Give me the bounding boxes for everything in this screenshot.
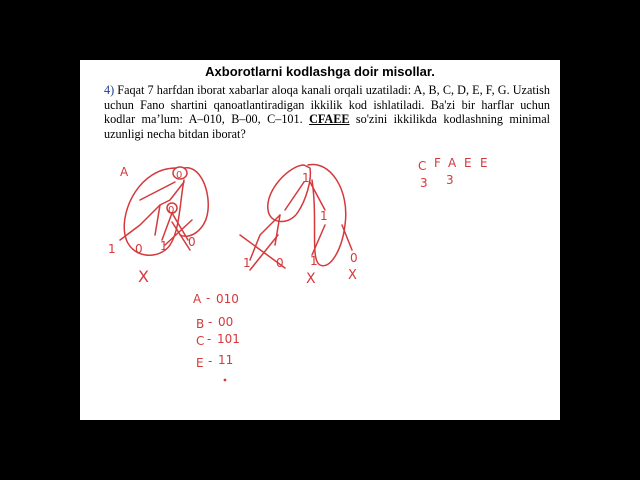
problem-body: Faqat 7 harfdan iborat xabarlar aloqa kanali orqali uzatiladi: A, B, C, D, E, F, G. Uzatish uchun Fano shartini qanoatlantiradigan ikkilik kod ishlatiladi. Ba'zi bir harflar uchun kodlar ma’lum: A–010, B–00, C–101. bbox=[104, 83, 550, 126]
lecture-slide bbox=[80, 60, 560, 420]
middle-tree-cross-mark-2: X bbox=[348, 268, 357, 283]
middle-tree-sketch bbox=[240, 164, 358, 287]
slide-title: Axborotlarni kodlashga doir misollar. bbox=[205, 64, 435, 79]
middle-tree-cross-mark-1: X bbox=[306, 271, 316, 287]
code-list-dot bbox=[224, 379, 227, 382]
middle-tree-inner-value: 1 bbox=[320, 209, 328, 223]
middle-tree-leaf-2: 0 bbox=[276, 256, 284, 270]
word-letter-e1: E bbox=[464, 156, 472, 170]
code-c-letter: C bbox=[196, 334, 205, 348]
code-e-dash: - bbox=[208, 354, 213, 368]
code-a-value: 010 bbox=[216, 292, 239, 306]
code-a-dash: - bbox=[206, 291, 211, 305]
word-letters-sketch bbox=[418, 156, 488, 190]
code-c-value: 101 bbox=[217, 332, 240, 346]
middle-tree-root-value: 1 bbox=[302, 171, 310, 185]
problem-word: CFAEE bbox=[309, 112, 350, 126]
left-tree-leaf-3: 1 bbox=[160, 239, 168, 253]
left-tree-root-letter: A bbox=[120, 165, 129, 179]
middle-tree-leaf-4: 0 bbox=[350, 251, 358, 265]
left-tree-root-value: 0 bbox=[176, 170, 183, 181]
code-a-letter: A bbox=[193, 292, 202, 306]
middle-tree-leaf-3: 1 bbox=[310, 254, 318, 268]
left-tree-cross-mark: X bbox=[138, 267, 149, 286]
left-tree-branch-4 bbox=[162, 213, 172, 240]
code-list-sketch bbox=[193, 291, 240, 381]
code-b-letter: B bbox=[196, 317, 205, 331]
left-tree-branch-1 bbox=[140, 182, 175, 200]
handwritten-annotations bbox=[80, 60, 560, 420]
problem-question: so'zini ikkilikda kodlashning minimal uzunligi necha bitdan iborat? bbox=[104, 112, 550, 141]
code-c-dash: - bbox=[207, 332, 212, 346]
middle-tree-leaf-1: 1 bbox=[243, 256, 251, 270]
middle-tree-branch-2 bbox=[310, 182, 325, 210]
word-letter-a: A bbox=[448, 156, 457, 170]
left-tree-branch-2 bbox=[120, 182, 184, 240]
left-tree-leaf-1: 1 bbox=[108, 242, 116, 256]
left-tree-inner-value: 0 bbox=[168, 205, 175, 216]
word-letter-f: F bbox=[434, 156, 441, 170]
code-b-value: 00 bbox=[218, 315, 234, 329]
word-letter-e2: E bbox=[480, 156, 488, 170]
word-letter-c: C bbox=[418, 159, 427, 173]
word-count-c: 3 bbox=[420, 176, 428, 190]
code-e-value: 11 bbox=[218, 353, 234, 367]
code-b-dash: - bbox=[208, 315, 213, 329]
left-tree-leaf-2: 0 bbox=[135, 242, 143, 256]
left-tree-leaf-4: 0 bbox=[188, 235, 196, 249]
left-tree-sketch bbox=[108, 165, 208, 286]
word-count-a: 3 bbox=[446, 173, 454, 187]
middle-tree-cross-stroke-2 bbox=[250, 235, 278, 270]
code-e-letter: E bbox=[196, 356, 204, 370]
problem-number: 4) bbox=[104, 83, 115, 97]
